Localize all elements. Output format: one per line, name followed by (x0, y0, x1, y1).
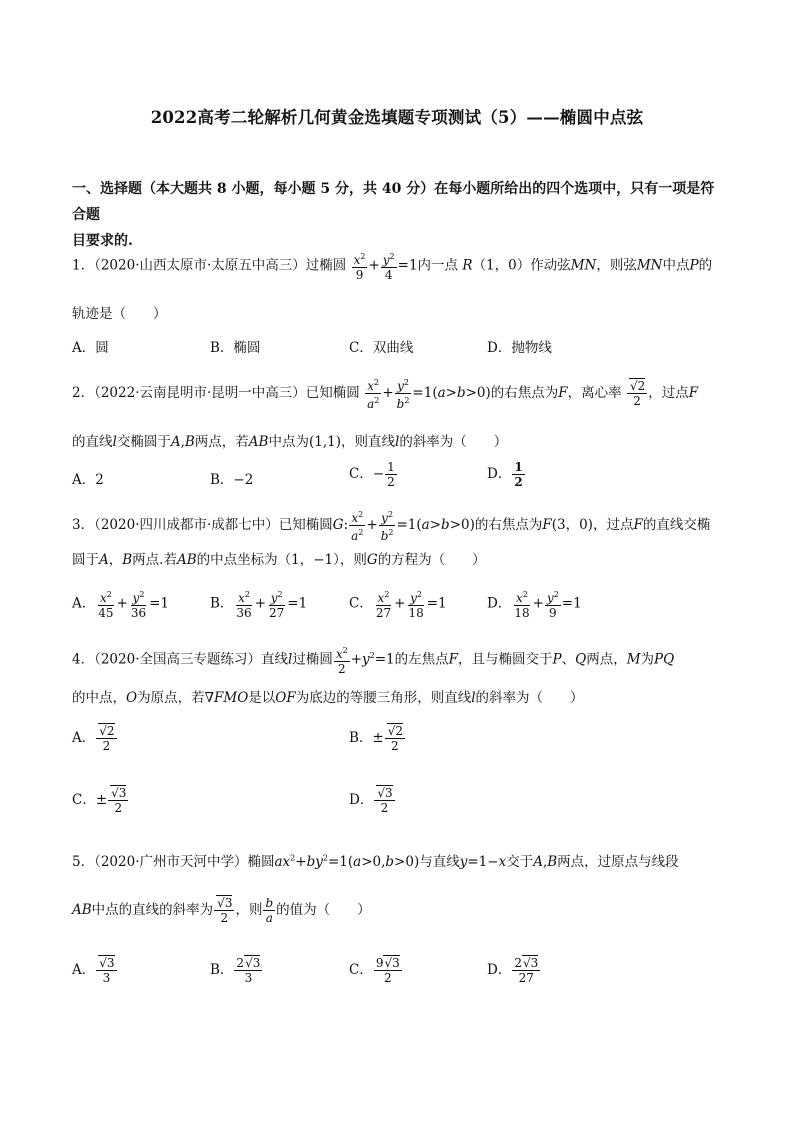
q5-option-c: C． $\frac{9√3}{2}$ (349, 956, 400, 985)
q4-option-c: C．± $\frac{√3}{2}$ (72, 786, 127, 815)
q3-option-a: A． $\frac{x^2}{45}$ + $\frac{y^2}{36}$ =1 (72, 590, 170, 620)
q4-option-a: A． $\frac{√2}{2}$ (72, 724, 115, 753)
section-heading-line2: 目要求的. (72, 233, 133, 249)
q3-option-d: D． $\frac{x^2}{18}$ + $\frac{y^2}{9}$ =1 (487, 590, 582, 620)
q2-option-a: A．2 (72, 472, 104, 488)
q1-option-c: C．双曲线 (349, 340, 414, 356)
q2-option-c: C．− $\frac{1}{2}$ (349, 460, 395, 489)
question-2-stem: 2．（2022·云南昆明市·昆明一中高三）已知椭圆 $\frac{x^2}{a^2}$ + $\frac{y^2}{b^2}$ =1(a>b>0)的右焦点为F，离心率 $\frac{√2}{2}$ ，过点F (72, 378, 699, 411)
question-5-stem: 5．（2020·广州市天河中学）椭圆$ax^2+by^2=1(a>0,b>0)$与直线y=1−x交于A,B两点，过原点与线段 (72, 853, 679, 870)
question-3-stem: 3．（2020·四川成都市·成都七中）已知椭圆G: $\frac{x^2}{a^2}$ + $\frac{y^2}{b^2}$ =1(a>b>0)的右焦点为F(3，0)，过点F的直线交椭 (72, 510, 711, 543)
q5-option-d: D． $\frac{2√3}{27}$ (487, 956, 539, 985)
page-title: 2022高考二轮解析几何黄金选填题专项测试（5）——椭圆中点弦 (150, 108, 644, 127)
q4-option-b: B．± $\frac{√2}{2}$ (349, 724, 404, 753)
question-3-stem-line2: 圆于A，B两点.若AB的中点坐标为（1，−1），则G的方程为（ ） (72, 552, 486, 568)
q3-option-c: C． $\frac{x^2}{27}$ + $\frac{y^2}{18}$ =1 (349, 590, 447, 620)
q2-option-b: B．−2 (210, 472, 254, 488)
q1-option-d: D．抛物线 (487, 340, 552, 356)
question-1-stem-line2: 轨迹是（ ） (72, 306, 167, 322)
question-4-stem: 4．（2020·全国高三专题练习）直线l过椭圆 $\frac{x^2}{2}$ $+y^2=1$的左焦点F，且与椭圆交于P、Q两点，M为PQ (72, 646, 675, 676)
section-heading (72, 176, 722, 254)
q2-option-d: D． $\frac{1}{2}$ (487, 460, 523, 489)
q1-option-a: A．圆 (72, 340, 109, 356)
q4-option-d: D． $\frac{√3}{2}$ (349, 786, 393, 815)
question-5-stem-line2: AB中点的直线的斜率为 $\frac{√3}{2}$ ，则 $\frac{b}{a}$ 的值为（ ） (72, 896, 371, 925)
question-4-stem-line2: 的中点，O为原点，若∇FMO是以OF为底边的等腰三角形，则直线l的斜率为（ ） (72, 690, 584, 706)
question-1-stem: 1．（2020·山西太原市·太原五中高三）过椭圆 $\frac{x^2}{9}$ + $\frac{y^2}{4}$ =1内一点 R（1，0）作动弦MN，则弦MN中点P的 (72, 252, 713, 282)
section-heading-line1: 一、选择题（本大题共 8 小题，每小题 5 分，共 40 分）在每小题所给出的四个选项中，只有一项是符合题 (72, 181, 715, 223)
q5-option-b: B． $\frac{2√3}{3}$ (210, 956, 261, 985)
question-2-stem-line2: 的直线l交椭圆于A,B两点，若AB中点为(1,1)，则直线l的斜率为（ ） (72, 434, 508, 450)
q5-option-a: A． $\frac{√3}{3}$ (72, 956, 115, 985)
q1-option-b: B．椭圆 (210, 340, 261, 356)
q3-option-b: B． $\frac{x^2}{36}$ + $\frac{y^2}{27}$ =1 (210, 590, 308, 620)
